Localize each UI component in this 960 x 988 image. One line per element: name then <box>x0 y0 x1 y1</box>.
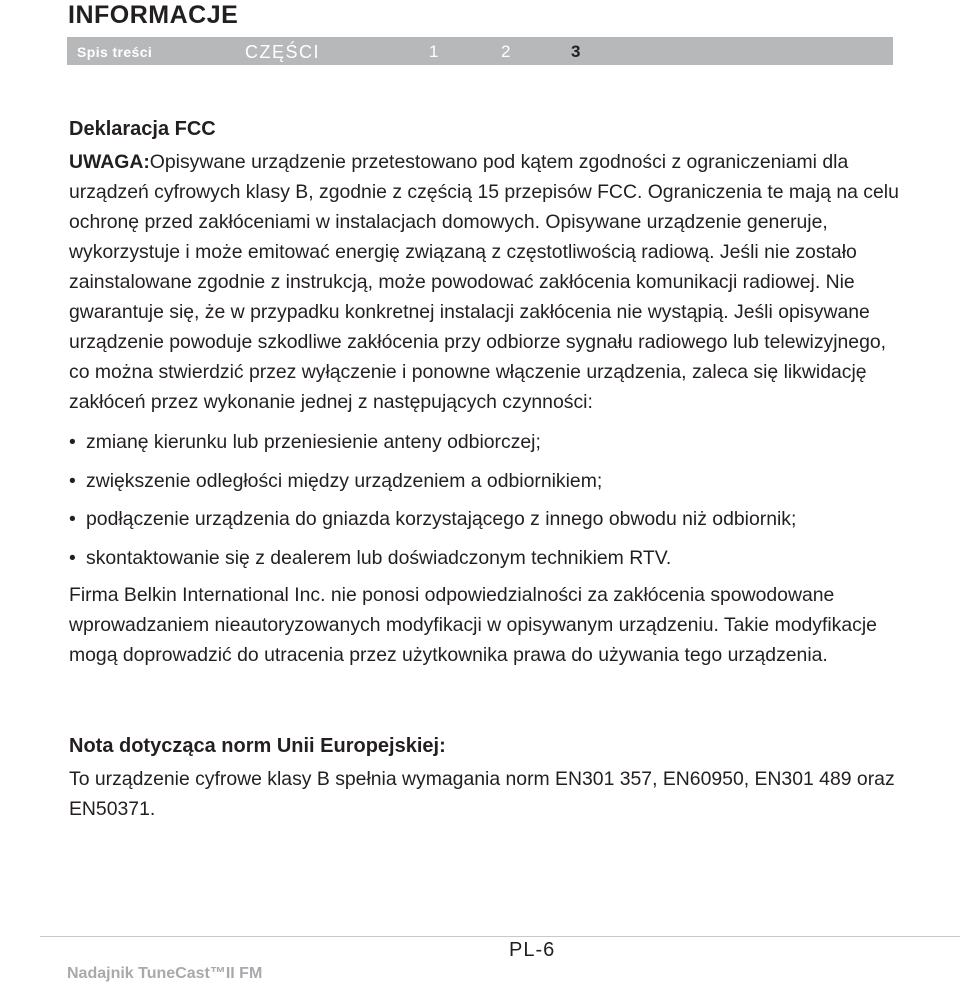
eu-paragraph: To urządzenie cyfrowe klasy B spełnia wymagania norm EN301 357, EN60950, EN301 489 oraz EN50371. <box>69 768 895 820</box>
bullet-icon: • <box>69 431 76 453</box>
bullet-icon: • <box>69 508 76 530</box>
liability-paragraph: Firma Belkin International Inc. nie ponosi odpowiedzialności za zakłócenia spowodowane wprowadzaniem nieautoryzowanych modyfikacji w opisywanym urządzeniu. Takie modyfikacje mogą doprowadzić do utracenia przez użytkownika prawa do używania tego urządzenia. <box>69 584 877 666</box>
fcc-paragraph <box>69 147 901 417</box>
list-item: • zwiększenie odległości między urządzeniem a odbiornikiem; <box>69 466 901 496</box>
list-item: • podłączenie urządzenia do gniazda korzystającego z innego obwodu niż odbiornik; <box>69 504 901 534</box>
bullet-icon: • <box>69 546 76 569</box>
eu-heading: Nota dotycząca norm Unii Europejskiej: <box>69 735 446 757</box>
list-item: • zmianę kierunku lub przeniesienie anteny odbiorczej; <box>69 427 901 457</box>
footer-divider <box>40 936 960 937</box>
nav-link-part-3-current[interactable]: 3 <box>571 42 581 61</box>
warning-label: UWAGA: <box>69 151 150 173</box>
fcc-body-text: Opisywane urządzenie przetestowano pod kątem zgodności z ograniczeniami dla urządzeń cyfrowych klasy B, zgodnie z częścią 15 przepisów FCC. Ograniczenia te mają na celu ochronę przed zakłóceniami w instalacjach domowych. Opisywane urządzenie generuje, wykorzystuje i może emitować energię związaną z częstotliwością radiową. Jeśli nie zostało zainstalowane zgodnie z instrukcją, może powodować zakłócenia komunikacji radiowej. Nie gwarantuje się, że w przypadku konkretnej instalacji zakłócenia nie wystąpią. Jeśli opisywane urządzenie powoduje szkodliwe zakłócenia przy odbiorze sygnału radiowego lub telewizyjnego, co można stwierdzić przez wyłączenie i ponowne włączenie urządzenia, zaleca się likwidację zakłóceń przez wykonanie jednej z następujących czynności: <box>69 151 899 413</box>
nav-link-table-of-contents[interactable]: Spis treści <box>77 44 153 60</box>
page-title: INFORMACJE <box>68 1 239 29</box>
remedy-list <box>69 427 901 573</box>
main-content <box>69 113 901 824</box>
footer-product-name: Nadajnik TuneCast™II FM <box>67 965 263 982</box>
bullet-icon: • <box>69 469 76 492</box>
section-nav-bar <box>67 37 893 65</box>
fcc-heading: Deklaracja FCC <box>69 118 216 140</box>
nav-label-parts: CZĘŚCI <box>245 42 321 62</box>
nav-link-part-1[interactable]: 1 <box>429 42 439 61</box>
nav-link-part-2[interactable]: 2 <box>501 42 511 61</box>
page-number: PL-6 <box>509 939 556 961</box>
list-item: • skontaktowanie się z dealerem lub doświadczonym technikiem RTV. <box>69 543 901 573</box>
